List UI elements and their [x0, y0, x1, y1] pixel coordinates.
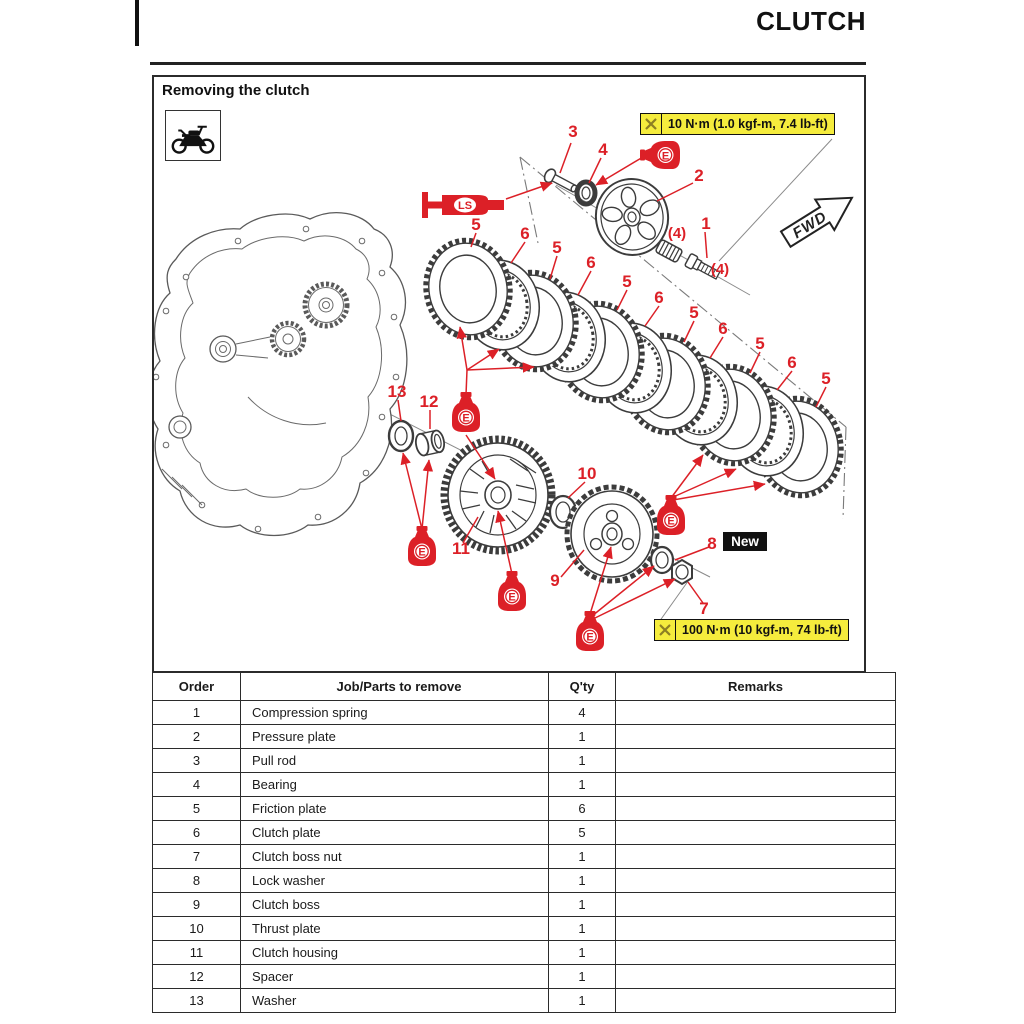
- cell-qty: 1: [549, 989, 616, 1013]
- cell-qty: 1: [549, 749, 616, 773]
- crankcase-drawing: [154, 213, 407, 536]
- cell-order: 11: [153, 941, 241, 965]
- callout-6: 6: [586, 253, 596, 272]
- fwd-arrow: [776, 183, 861, 255]
- table-row: [153, 749, 896, 773]
- svg-text:E: E: [586, 631, 594, 644]
- wrench-icon: [641, 114, 662, 134]
- cell-order: 10: [153, 917, 241, 941]
- spacer-part: [414, 429, 446, 456]
- cell-remarks: [616, 989, 896, 1013]
- cell-remarks: [616, 773, 896, 797]
- cell-remarks: [616, 965, 896, 989]
- cell-remarks: [616, 845, 896, 869]
- cell-remarks: [616, 797, 896, 821]
- table-row: [153, 773, 896, 797]
- cell-remarks: [616, 869, 896, 893]
- callout-9: 9: [550, 571, 560, 590]
- table-row: [153, 869, 896, 893]
- callout-10: 10: [577, 464, 597, 483]
- svg-text:E: E: [462, 412, 470, 425]
- engine-oil-icon: [657, 495, 685, 535]
- callout-7: 7: [699, 599, 709, 618]
- cell-order: 9: [153, 893, 241, 917]
- section-title: Removing the clutch: [162, 82, 310, 99]
- callout-13: 13: [387, 382, 407, 401]
- cell-qty: 4: [549, 701, 616, 725]
- callout-5: 5: [622, 272, 632, 291]
- cell-remarks: [616, 941, 896, 965]
- cell-qty: 1: [549, 917, 616, 941]
- callout-11: 11: [452, 539, 470, 558]
- cell-part: Clutch housing: [241, 941, 549, 965]
- cell-part: Compression spring: [241, 701, 549, 725]
- cell-qty: 5: [549, 821, 616, 845]
- grease-ls-icon: [422, 192, 504, 218]
- cell-part: Clutch plate: [241, 821, 549, 845]
- cell-order: 13: [153, 989, 241, 1013]
- compression-spring-part: [655, 239, 683, 263]
- torque-value: 10 N·m (1.0 kgf-m, 7.4 lb-ft): [668, 117, 828, 131]
- cell-part: Clutch boss nut: [241, 845, 549, 869]
- svg-text:E: E: [418, 546, 426, 559]
- parts-table: [152, 672, 896, 1013]
- callout-5: 5: [689, 303, 699, 322]
- clutch-housing-part: [444, 439, 552, 551]
- parts-table-body: [153, 701, 896, 1013]
- callout-2: 2: [694, 166, 704, 185]
- cell-order: 1: [153, 701, 241, 725]
- cell-order: 3: [153, 749, 241, 773]
- cell-qty: 1: [549, 869, 616, 893]
- clutch-boss-part: [567, 487, 657, 581]
- header-order: Order: [153, 673, 241, 701]
- callout-4-qty: (4): [710, 261, 730, 278]
- table-row: [153, 893, 896, 917]
- exploded-diagram: [154, 77, 864, 670]
- cell-remarks: [616, 749, 896, 773]
- clutch-boss-nut-part: [672, 560, 692, 584]
- callout-8: 8: [707, 534, 717, 553]
- header-job-parts: Job/Parts to remove: [241, 673, 549, 701]
- callout-5: 5: [755, 334, 765, 353]
- engine-oil-icon: [452, 392, 480, 432]
- svg-text:FWD: FWD: [789, 208, 831, 243]
- cell-part: Washer: [241, 989, 549, 1013]
- lock-washer-part: [651, 547, 673, 573]
- svg-text:New: New: [731, 534, 759, 549]
- new-badge: [723, 532, 767, 551]
- cell-order: 5: [153, 797, 241, 821]
- cell-part: Pressure plate: [241, 725, 549, 749]
- cell-qty: 6: [549, 797, 616, 821]
- table-header-row: [153, 673, 896, 701]
- callout-6: 6: [520, 224, 530, 243]
- grease-pointer-line: [506, 183, 552, 199]
- callout-3: 3: [568, 122, 578, 141]
- cell-remarks: [616, 917, 896, 941]
- cell-qty: 1: [549, 893, 616, 917]
- header-qty: Q'ty: [549, 673, 616, 701]
- table-row: [153, 989, 896, 1013]
- cell-part: Lock washer: [241, 869, 549, 893]
- cell-order: 6: [153, 821, 241, 845]
- washer-part: [389, 421, 413, 451]
- callout-4-qty: (4): [667, 225, 687, 242]
- callout-5: 5: [552, 238, 562, 257]
- page-title: CLUTCH: [756, 6, 866, 36]
- title-rule: [150, 62, 866, 65]
- table-row: [153, 965, 896, 989]
- svg-text:E: E: [667, 515, 675, 528]
- cell-part: Thrust plate: [241, 917, 549, 941]
- cell-order: 2: [153, 725, 241, 749]
- cell-part: Spacer: [241, 965, 549, 989]
- cell-order: 7: [153, 845, 241, 869]
- callout-4: 4: [598, 140, 608, 159]
- cell-order: 4: [153, 773, 241, 797]
- engine-oil-icon: [640, 141, 680, 169]
- cell-part: Clutch boss: [241, 893, 549, 917]
- cell-qty: 1: [549, 965, 616, 989]
- cell-part: Bearing: [241, 773, 549, 797]
- callout-12: 12: [419, 392, 439, 411]
- callout-6: 6: [787, 353, 797, 372]
- cell-qty: 1: [549, 773, 616, 797]
- table-row: [153, 725, 896, 749]
- callout-5: 5: [821, 369, 831, 388]
- table-row: [153, 797, 896, 821]
- table-row: [153, 917, 896, 941]
- callout-5: 5: [471, 215, 481, 234]
- cell-qty: 1: [549, 941, 616, 965]
- torque-spec-upper: [640, 113, 835, 135]
- table-row: [153, 941, 896, 965]
- cell-remarks: [616, 701, 896, 725]
- svg-text:E: E: [661, 150, 670, 163]
- cell-order: 8: [153, 869, 241, 893]
- header-remarks: Remarks: [616, 673, 896, 701]
- engine-oil-icon: [576, 611, 604, 651]
- cell-part: Friction plate: [241, 797, 549, 821]
- svg-text:E: E: [508, 591, 516, 604]
- callout-6: 6: [718, 319, 728, 338]
- cell-remarks: [616, 893, 896, 917]
- table-row: [153, 821, 896, 845]
- engine-oil-icon: [498, 571, 526, 611]
- table-row: [153, 701, 896, 725]
- callout-1: 1: [701, 214, 711, 233]
- cell-part: Pull rod: [241, 749, 549, 773]
- cell-remarks: [616, 725, 896, 749]
- table-row: [153, 845, 896, 869]
- wrench-icon: [655, 620, 676, 640]
- bearing-part: [577, 182, 595, 204]
- cell-qty: 1: [549, 725, 616, 749]
- cell-qty: 1: [549, 845, 616, 869]
- torque-value: 100 N·m (10 kgf-m, 74 lb-ft): [682, 623, 842, 637]
- engine-oil-icon: [408, 526, 436, 566]
- procedure-box: [152, 75, 866, 673]
- cell-order: 12: [153, 965, 241, 989]
- callout-6: 6: [654, 288, 664, 307]
- svg-text:LS: LS: [457, 200, 473, 212]
- cell-remarks: [616, 821, 896, 845]
- torque-spec-lower: [654, 619, 849, 641]
